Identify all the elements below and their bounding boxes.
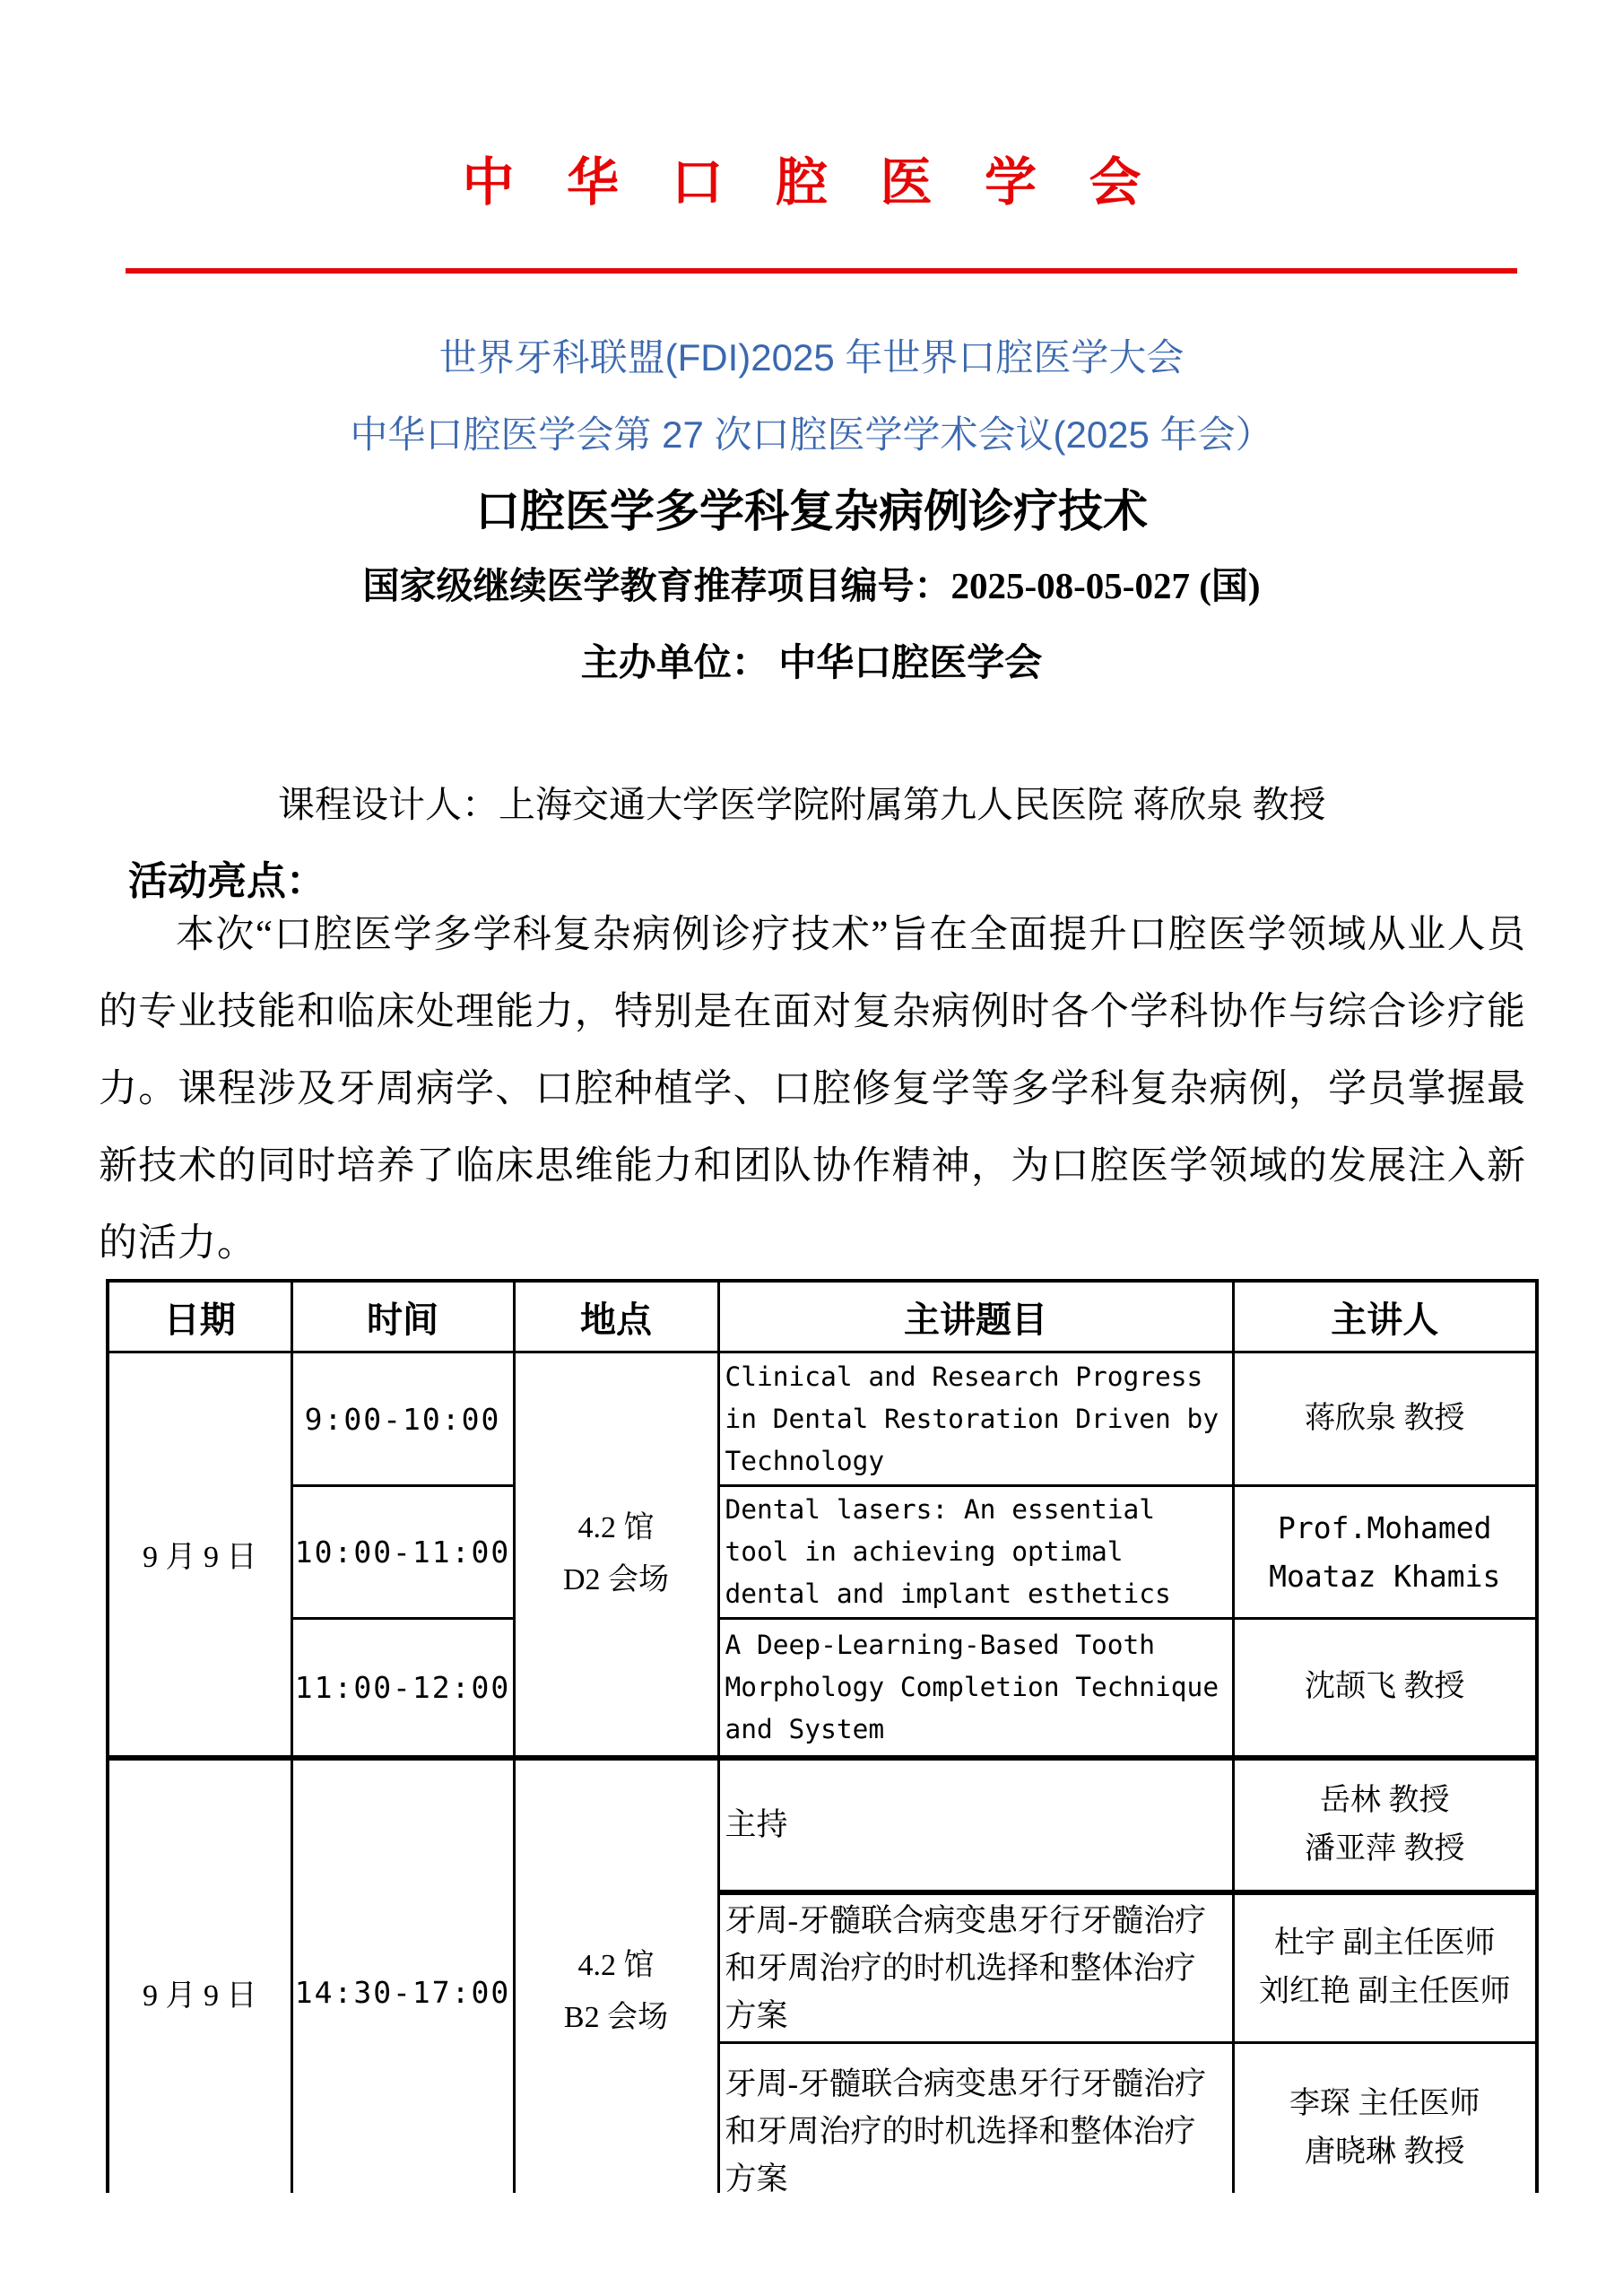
topic-cell: 主持 bbox=[718, 1758, 1233, 1892]
time-cell: 9:00-10:00 bbox=[291, 1352, 514, 1486]
header-topic: 主讲题目 bbox=[718, 1281, 1233, 1352]
schedule-table-container bbox=[106, 1279, 1544, 2193]
header-venue: 地点 bbox=[514, 1281, 718, 1352]
schedule-table bbox=[106, 1279, 1539, 2193]
speaker-line: 岳林 教授 bbox=[1320, 1783, 1450, 1817]
venue-line: B2 会场 bbox=[563, 2001, 669, 2035]
table-row bbox=[108, 1619, 1537, 1758]
congress-line-1: 世界牙科联盟(FDI)2025 年世界口腔医学大会 bbox=[438, 336, 1185, 378]
highlights-paragraph: 本次“口腔医学多学科复杂病例诊疗技术”旨在全面提升口腔医学领域从业人员的专业技能和临床处理能力，特别是在面对复杂病例时各个学科协作与综合诊疗能力。课程涉及牙周病学、口腔种植学、口腔修复学等多学科复杂病例，学员掌握最新技术的同时培养了临床思维能力和团队协作精神，为口腔医学领域的发展注入新的活力。 bbox=[99, 914, 1526, 1265]
speaker-line: 杜宇 副主任医师 bbox=[1274, 1926, 1496, 1960]
table-header-row bbox=[108, 1281, 1537, 1352]
topic-cell: Clinical and Research Progress in Dental Restoration Driven by Technology bbox=[718, 1352, 1233, 1486]
date-cell-morning: 9 月 9 日 bbox=[108, 1352, 291, 1758]
header-date: 日期 bbox=[108, 1281, 291, 1352]
topic-cell: 牙周-牙髓联合病变患牙行牙髓治疗和牙周治疗的时机选择和整体治疗方案 bbox=[718, 1892, 1233, 2043]
speaker-cell: 沈颉飞 教授 bbox=[1233, 1619, 1537, 1758]
time-cell: 10:00-11:00 bbox=[291, 1486, 514, 1619]
topic-cell: A Deep-Learning-Based Tooth Morphology Completion Technique and System bbox=[718, 1619, 1233, 1758]
speaker-cell bbox=[1233, 1758, 1537, 1892]
speaker-line: 潘亚萍 教授 bbox=[1305, 1831, 1465, 1866]
topic-cell: 牙周-牙髓联合病变患牙行牙髓治疗和牙周治疗的时机选择和整体治疗方案 bbox=[718, 2042, 1233, 2193]
speaker-line: Moataz Khamis bbox=[1269, 1558, 1501, 1594]
header-speaker: 主讲人 bbox=[1233, 1281, 1537, 1352]
venue-line: 4.2 馆 bbox=[577, 1510, 655, 1544]
speaker-line: Prof.Mohamed bbox=[1278, 1509, 1492, 1545]
topic-cell: Dental lasers: An essential tool in achieving optimal dental and implant esthetics bbox=[718, 1486, 1233, 1619]
speaker-cell bbox=[1233, 2042, 1537, 2193]
organizer-line: 主办单位： 中华口腔医学会 bbox=[580, 643, 1043, 684]
venue-cell-afternoon bbox=[514, 1758, 718, 2194]
venue-cell-morning bbox=[514, 1352, 718, 1758]
speaker-cell: 蒋欣泉 教授 bbox=[1233, 1352, 1537, 1486]
speaker-line: 李琛 主任医师 bbox=[1289, 2086, 1480, 2120]
table-row bbox=[108, 1758, 1537, 1892]
highlights-heading: 活动亮点： bbox=[128, 859, 325, 903]
project-number-line: 国家级继续医学教育推荐项目编号：2025-08-05-027 (国) bbox=[362, 565, 1261, 606]
congress-line-2: 中华口腔医学会第 27 次口腔医学学术会议(2025 年会） bbox=[350, 413, 1273, 456]
table-row bbox=[108, 1352, 1537, 1486]
venue-line: D2 会场 bbox=[562, 1562, 670, 1596]
time-cell-afternoon: 14:30-17:00 bbox=[291, 1758, 514, 2194]
time-cell: 11:00-12:00 bbox=[291, 1619, 514, 1758]
red-divider-rule bbox=[126, 268, 1517, 274]
speaker-cell bbox=[1233, 1892, 1537, 2043]
date-cell-afternoon: 9 月 9 日 bbox=[108, 1758, 291, 2194]
speaker-line: 唐晓琳 教授 bbox=[1305, 2135, 1465, 2169]
course-title: 口腔医学多学科复杂病例诊疗技术 bbox=[475, 486, 1148, 536]
speaker-cell bbox=[1233, 1486, 1537, 1619]
speaker-line: 刘红艳 副主任医师 bbox=[1259, 1975, 1511, 2008]
header-time: 时间 bbox=[291, 1281, 514, 1352]
venue-line: 4.2 馆 bbox=[577, 1949, 655, 1983]
table-row bbox=[108, 1486, 1537, 1619]
org-title: 中 华 口 腔 医 学 会 bbox=[462, 153, 1161, 212]
course-designer-line: 课程设计人：上海交通大学医学院附属第九人民医院 蒋欣泉 教授 bbox=[278, 784, 1326, 825]
